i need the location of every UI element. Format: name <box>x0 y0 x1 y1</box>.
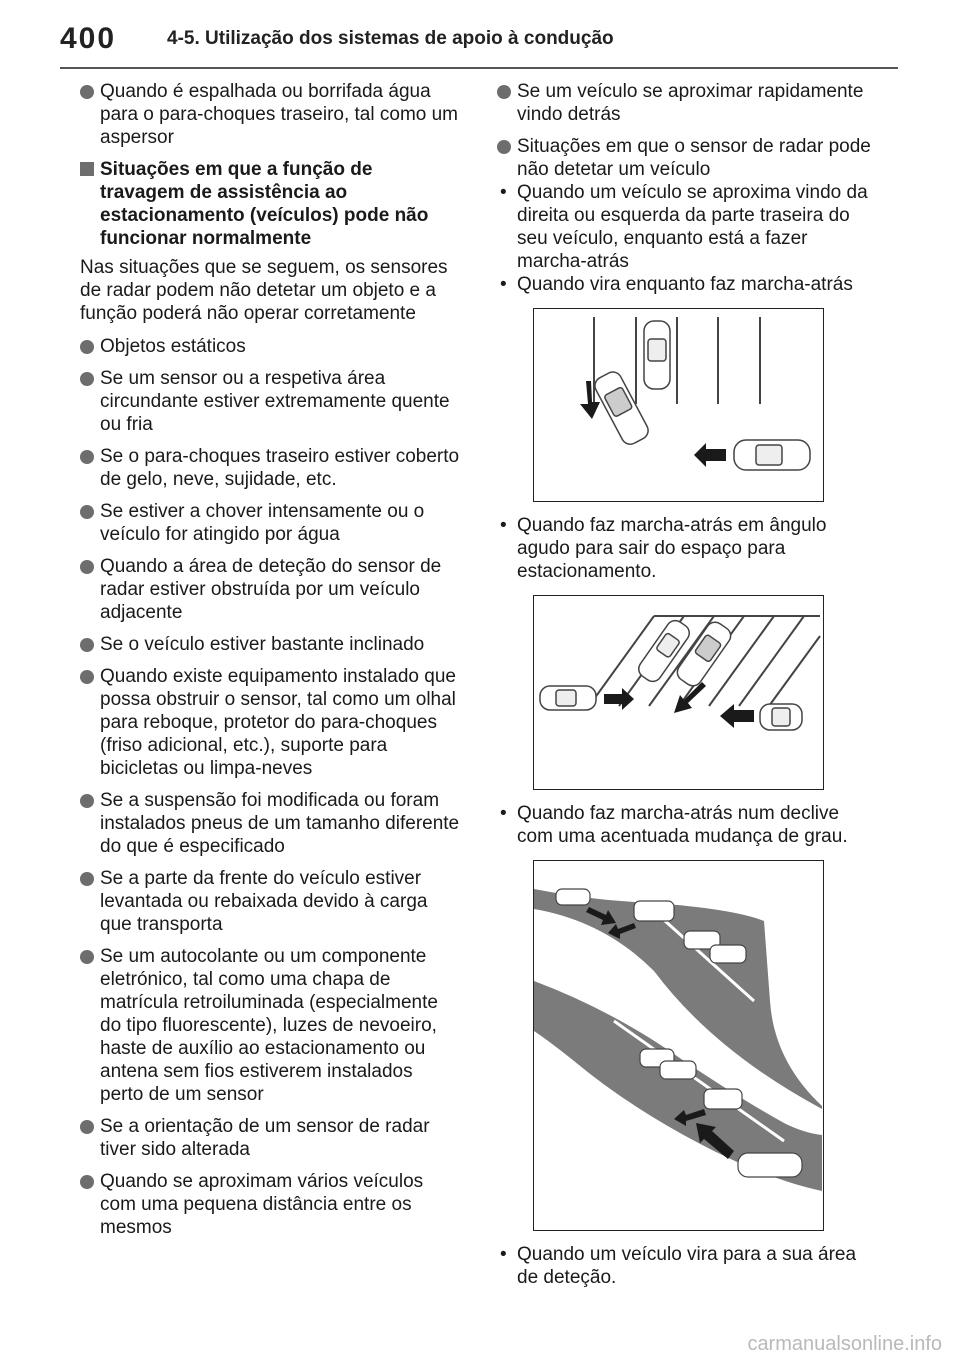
slope-road-illustration <box>533 860 824 1231</box>
bullet-item: Situações em que o sensor de radar pode não detetar um veículo <box>497 135 877 181</box>
page-header <box>0 0 960 70</box>
sub-bullet-item: • Quando vira enquanto faz marcha-atrás <box>497 273 877 296</box>
intro-paragraph: Nas situações que se seguem, os sensores de radar podem não detetar um objeto e a função poderá não operar corretamente <box>80 257 448 324</box>
bullet-item: Quando é espalhada ou borrifada água para o para-choques traseiro, tal como um aspersor <box>80 80 460 149</box>
bullet-item: Se o veículo estiver bastante inclinado <box>80 633 460 656</box>
parking-turn-illustration <box>533 308 824 502</box>
page-number: 400 <box>60 22 117 55</box>
sub-bullet-item: • Quando um veículo vira para a sua área de deteção. <box>497 1243 877 1289</box>
section-heading: Situações em que a função de travagem de assistência ao estacionamento (veículos) pode não funcionar normalmente <box>80 158 460 250</box>
bullet-item: Se um veículo se aproximar rapidamente vindo detrás <box>497 80 877 126</box>
header-divider <box>60 67 898 69</box>
bullet-item: Se a parte da frente do veículo estiver levantada ou rebaixada devido à carga que transporta <box>80 867 460 936</box>
sub-bullet-item: • Quando faz marcha-atrás num declive com uma acentuada mudança de grau. <box>497 802 877 848</box>
section-title: 4-5. Utilização dos sistemas de apoio à condução <box>167 28 614 49</box>
bullet-item: Se a orientação de um sensor de radar tiver sido alterada <box>80 1115 460 1161</box>
sub-bullet-item: • Quando faz marcha-atrás em ângulo agudo para sair do espaço para estacionamento. <box>497 514 877 583</box>
watermark: carmanualsonline.info <box>747 1333 942 1355</box>
left-column <box>80 80 460 1248</box>
bullet-item: Se a suspensão foi modificada ou foram instalados pneus de um tamanho diferente do que é especificado <box>80 789 460 858</box>
bullet-item: Objetos estáticos <box>80 335 460 358</box>
bullet-item: Quando se aproximam vários veículos com uma pequena distância entre os mesmos <box>80 1170 460 1239</box>
bullet-item: Quando existe equipamento instalado que possa obstruir o sensor, tal como um olhal para reboque, protetor do para-choques (friso adicional, etc.), suporte para bicicletas ou limpa-neves <box>80 665 460 780</box>
sub-bullet-item: • Quando um veículo se aproxima vindo da direita ou esquerda da parte traseira do seu veículo, enquanto está a fazer marcha-atrás <box>497 181 877 273</box>
bullet-item: Se estiver a chover intensamente ou o veículo for atingido por água <box>80 500 460 546</box>
bullet-item: Quando a área de deteção do sensor de radar estiver obstruída por um veículo adjacente <box>80 555 460 624</box>
angled-parking-illustration <box>533 595 824 790</box>
bullet-item: Se o para-choques traseiro estiver coberto de gelo, neve, sujidade, etc. <box>80 445 460 491</box>
bullet-item: Se um sensor ou a respetiva área circundante estiver extremamente quente ou fria <box>80 367 460 436</box>
bullet-item: Se um autocolante ou um componente eletrónico, tal como uma chapa de matrícula retroiluminada (especialmente do tipo fluorescente), luzes de nevoeiro, haste de auxílio ao estacionamento ou antena sem fios estiverem instalados perto de um sensor <box>80 945 460 1106</box>
right-column <box>497 80 877 1289</box>
